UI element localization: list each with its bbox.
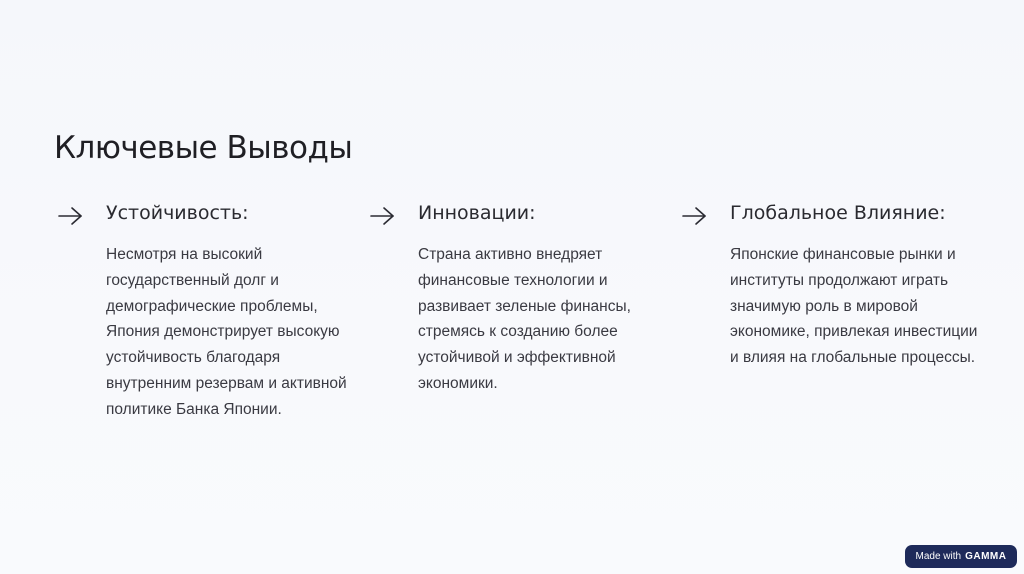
key-point-text: Несмотря на высокий государственный долг и демографические проблемы, Япония демонстрирует высокую устойчивость благодаря внутренним резервам и активной политике Банка Японии. — [106, 246, 347, 418]
gamma-logo: GAMMA — [965, 551, 1007, 562]
key-point-text: Страна активно внедряет финансовые технологии и развивает зеленые финансы, стремясь к созданию более устойчивой и эффективной экономики. — [418, 246, 631, 392]
arrow-right-icon — [682, 206, 708, 226]
key-point-text: Японские финансовые рынки и институты продолжают играть значимую роль в мировой экономике, привлекая инвестиции и влияя на глобальные процессы. — [730, 246, 978, 367]
key-point-heading: Устойчивость: — [106, 202, 249, 224]
slide-title: Ключевые Выводы — [54, 130, 353, 166]
made-with-gamma-badge[interactable] — [905, 545, 1017, 568]
key-point-heading: Глобальное Влияние: — [730, 202, 946, 224]
arrow-right-icon — [58, 206, 84, 226]
badge-prefix: Made with — [915, 551, 962, 562]
key-point-heading: Инновации: — [418, 202, 536, 224]
arrow-right-icon — [370, 206, 396, 226]
